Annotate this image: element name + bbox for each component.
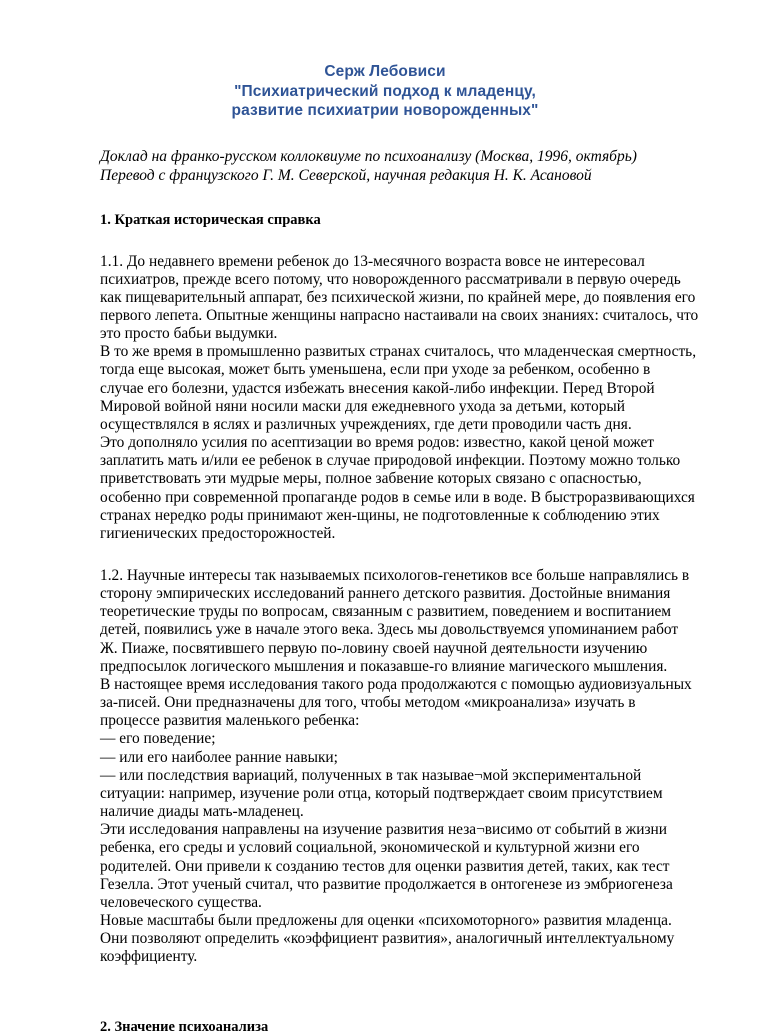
text-line: за-писей. Они предназначены для того, чтобы методом «микроанализа» изучать в [100, 694, 636, 712]
text-line: 1.1. До недавнего времени ребенок до 13-месячного возраста вовсе не интересовал [100, 252, 645, 270]
text-line: Эти исследования направлены на изучение развития неза¬висимо от событий в жизни [100, 821, 667, 839]
text-line: приветствовать эти мудрые меры, полное забвение которых связано с опасностью, [100, 470, 642, 488]
text-line: предпосылок логического мышления и показавше-го влияние магического мышления. [100, 657, 668, 675]
text-line: тогда еще высокая, может быть уменьшена, если при уходе за ребенком, особенно в [100, 361, 651, 379]
text-line: это просто бабьи выдумки. [100, 325, 278, 343]
byline-line-2: Перевод с французского Г. М. Северской, научная редакция Н. К. Асановой [100, 166, 592, 184]
text-line: — или последствия вариаций, полученных в так называе¬мой экспериментальной [100, 766, 642, 784]
text-line: ситуации: например, изучение роли отца, который подтверждает своим присутствием [100, 784, 663, 802]
text-line: случае его болезни, удастся избежать внесения какой-либо инфекции. Перед Второй [100, 379, 655, 397]
text-line: заплатить мать и/или ее ребенок в случае природовой инфекции. Поэтому можно только [100, 452, 681, 470]
text-line: Это дополняло усилия по асептизации во время родов: известно, какой ценой может [100, 434, 655, 452]
text-line: теоретические труды по вопросам, связанным с развитием, поведением и воспитанием [100, 603, 672, 621]
text-line: человеческого существа. [100, 893, 262, 911]
document-byline [100, 147, 670, 185]
paragraph-1-1 [100, 252, 699, 544]
text-line: В настоящее время исследования такого рода продолжаются с помощью аудиовизуальных [100, 675, 692, 693]
document-title-line-2: "Психиатрический подход к младенцу, [234, 82, 536, 100]
text-line: Гезелла. Этот ученый считал, что развитие продолжается в онтогенезе из эмбриогенеза [100, 875, 673, 893]
document-title-line-1: Серж Лебовиси [324, 63, 446, 80]
paragraph-1-2 [100, 567, 692, 966]
text-line: гигиенических предосторожностей. [100, 524, 336, 542]
text-line: Мировой войной няни носили маски для ежедневного ухода за детьми, который [100, 397, 625, 415]
text-line: В то же время в промышленно развитых странах считалось, что младенческая смертность, [100, 343, 697, 361]
text-line: — или его наиболее ранние навыки; [100, 748, 338, 766]
text-line: Новые масштабы были предложены для оценки «психомоторного» развития младенца. [100, 911, 672, 929]
text-line: Ж. Пиаже, посвятившего первую по-ловину своей научной деятельности изучению [100, 639, 648, 657]
text-line: родителей. Они привели к созданию тестов для оценки развития детей, таких, как тест [100, 857, 670, 875]
document-title-line-3: развитие психиатрии новорожденных" [231, 102, 539, 119]
text-line: детей, появились уже в начале этого века. Здесь мы довольствуемся упоминанием работ [100, 621, 679, 639]
section-heading-2: 2. Значение психоанализа [100, 1019, 269, 1036]
text-line: процессе развития маленького ребенка: [100, 712, 360, 730]
text-line: осуществлялся в яслях и различных учреждениях, где дети проводили часть дня. [100, 415, 632, 433]
document-title [100, 62, 670, 121]
text-line: сторону эмпирических исследований раннего детского развития. Достойные внимания [100, 585, 671, 603]
text-line: ребенка, его среды и условий социальной, экономической и культурной жизни его [100, 839, 640, 857]
text-line: странах нередко роды принимают жен-щины, не подготовленные к соблюдению этих [100, 506, 660, 524]
text-line: первого лепета. Опытные женщины напрасно настаивали на своих знаниях: считалось, что [100, 306, 699, 324]
byline-line-1: Доклад на франко-русском коллоквиуме по психоанализу (Москва, 1996, октябрь) [100, 147, 637, 165]
text-line: наличие диады мать-младенец. [100, 803, 304, 821]
text-line: особенно при современной пропаганде родов в семье или в воде. В быстроразвивающихся [100, 488, 695, 506]
text-line: как пищеварительный аппарат, без психической жизни, по крайней мере, до появления его [100, 288, 696, 306]
section-heading-1: 1. Краткая историческая справка [100, 211, 321, 228]
text-line: Они позволяют определить «коэффициент развития», аналогичный интеллектуальному [100, 930, 675, 948]
section-spacer [100, 966, 670, 1018]
text-line: 1.2. Научные интересы так называемых психологов-генетиков все больше направлялись в [100, 567, 690, 584]
text-line: психиатров, прежде всего потому, что новорожденного рассматривали в первую очередь [100, 270, 681, 288]
text-line: — его поведение; [100, 730, 216, 748]
text-line: коэффициенту. [100, 948, 198, 966]
